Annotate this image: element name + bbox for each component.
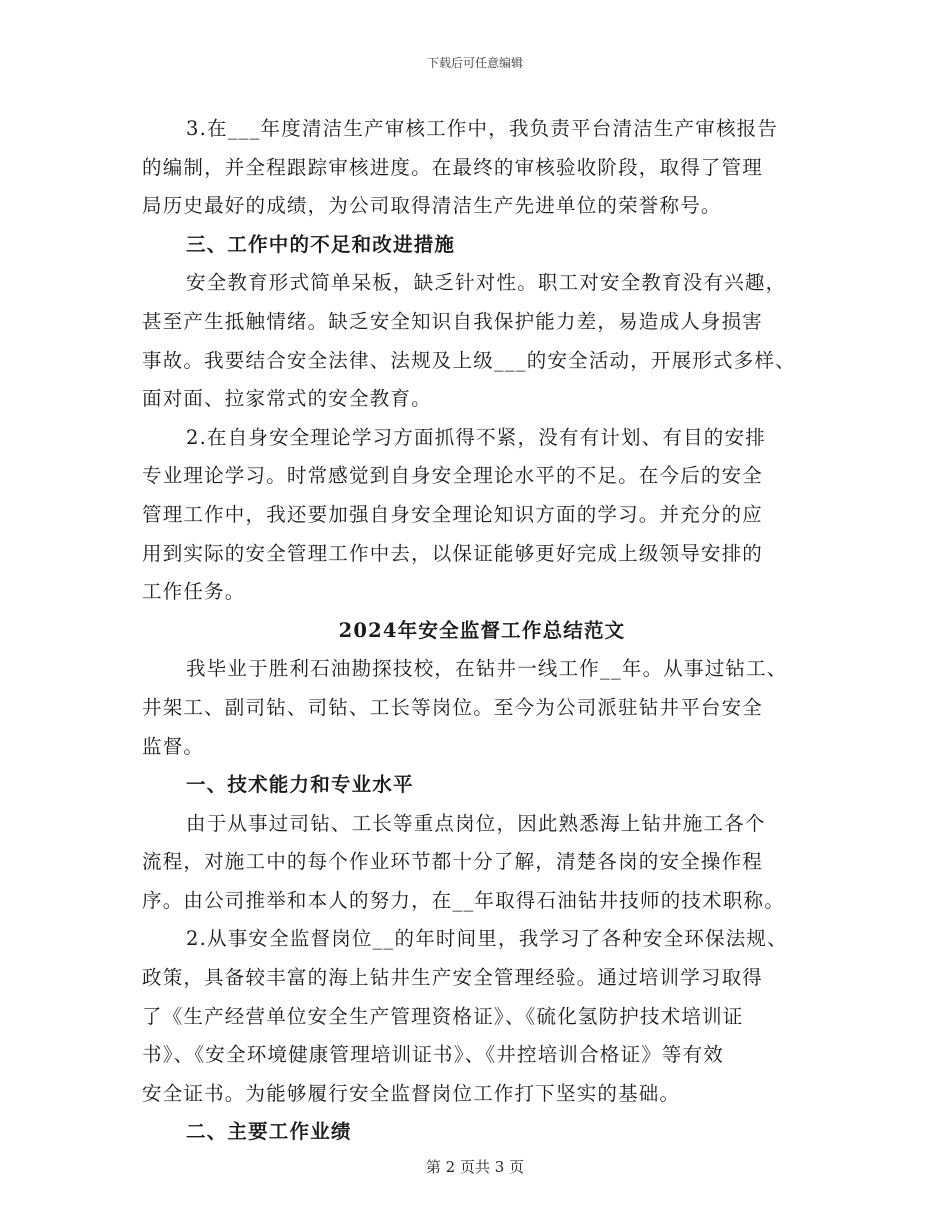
- document-body: [142, 116, 822, 1158]
- section-heading: 二、主要工作业绩: [186, 1120, 352, 1144]
- page-header: 下载后可任意编辑: [426, 56, 523, 70]
- text-line: 面对面、拉家常式的安全教育。: [142, 387, 432, 411]
- section-heading: 一、技术能力和专业水平: [186, 773, 414, 797]
- text-line: 3.在___年度清洁生产审核工作中，我负责平台清洁生产审核报告: [186, 117, 779, 140]
- text-line: 了《生产经营单位安全生产管理资格证》、《硫化氢防护技术培训证: [142, 1004, 744, 1028]
- text-line: 由于从事过司钻、工长等重点岗位，因此熟悉海上钻井施工各个: [186, 811, 766, 835]
- text-line: 安全教育形式简单呆板，缺乏针对性。职工对安全教育没有兴趣，: [186, 271, 787, 295]
- text-line: 井架工、副司钻、司钻、工长等岗位。至今为公司派驻钻井平台安全: [142, 695, 764, 719]
- text-line: 流程，对施工中的每个作业环节都十分了解，清楚各岗的安全操作程: [142, 850, 764, 874]
- text-line: 工作任务。: [142, 580, 246, 604]
- text-line: 用到实际的安全管理工作中去，以保证能够更好完成上级领导安排的: [142, 541, 764, 565]
- text-line: 事故。我要结合安全法律、法规及上级___的安全活动，开展形式多样、: [142, 348, 796, 372]
- text-line: 我毕业于胜利石油勘探技校，在钻井一线工作__年。从事过钻工、: [186, 657, 788, 681]
- section-title: 2024年安全监督工作总结范文: [338, 618, 626, 642]
- text-line: 书》、《安全环境健康管理培训证书》、《井控培训合格证》等有效: [142, 1043, 725, 1067]
- text-line: 管理工作中，我还要加强自身安全理论知识方面的学习。并充分的应: [142, 502, 764, 526]
- text-line: 政策，具备较丰富的海上钻井生产安全管理经验。通过培训学习取得: [142, 966, 764, 990]
- text-line: 监督。: [142, 734, 205, 758]
- text-line: 安全证书。为能够履行安全监督岗位工作打下坚实的基础。: [142, 1081, 681, 1105]
- section-heading: 三、工作中的不足和改进措施: [186, 232, 456, 256]
- text-line: 的编制，并全程跟踪审核进度。在最终的审核验收阶段，取得了管理: [142, 155, 764, 179]
- text-line: 甚至产生抵触情绪。缺乏安全知识自我保护能力差，易造成人身损害: [142, 309, 764, 333]
- page-footer: 第 2 页共 3 页: [425, 1158, 525, 1176]
- text-line: 2.在自身安全理论学习方面抓得不紧，没有有计划、有目的安排: [186, 425, 766, 449]
- text-line: 专业理论学习。时常感觉到自身安全理论水平的不足。在今后的安全: [142, 464, 764, 488]
- text-line: 序。由公司推举和本人的努力，在__年取得石油钻井技师的技术职称。: [142, 888, 785, 912]
- text-line: 2.从事安全监督岗位__的年时间里，我学习了各种安全环保法规、: [186, 927, 788, 951]
- text-line: 局历史最好的成绩，为公司取得清洁生产先进单位的荣誉称号。: [142, 194, 722, 218]
